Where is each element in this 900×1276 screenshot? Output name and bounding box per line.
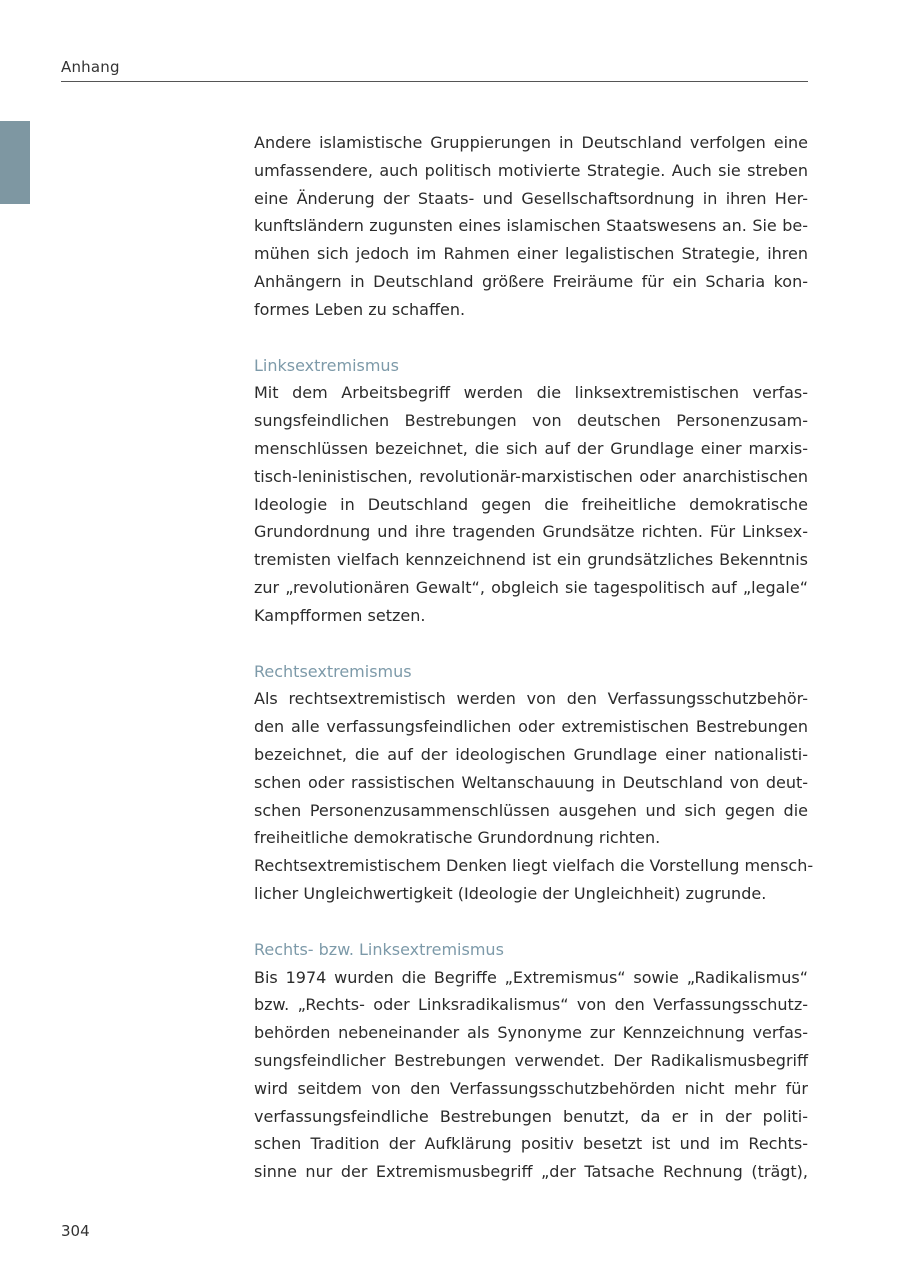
text-line: sinne nur der Extremismusbegriff „der Tatsache Rechnung (trägt), <box>254 1162 808 1182</box>
text-line: Als rechtsextremistisch werden von den Verfassungsschutzbehör- <box>254 689 808 709</box>
text-line: bezeichnet, die auf der ideologischen Grundlage einer nationalisti- <box>254 744 808 764</box>
text-line: schen Tradition der Aufklärung positiv besetzt ist und im Rechts- <box>254 1134 808 1154</box>
text-line: Anhängern in Deutschland größere Freiräume für ein Scharia kon- <box>254 271 808 291</box>
text-line: Mit dem Arbeitsbegriff werden die linksextremistischen verfas- <box>254 383 808 403</box>
text-line: Kampfformen setzen. <box>254 605 426 625</box>
paragraph-islamist-groups <box>254 129 808 324</box>
header-rule <box>61 81 808 82</box>
paragraph-rechtsextremismus-2 <box>254 852 814 908</box>
text-line: behörden nebeneinander als Synonyme zur Kennzeichnung verfas- <box>254 1023 808 1043</box>
text-line: licher Ungleichwertigkeit (Ideologie der Ungleichheit) zugrunde. <box>254 883 767 903</box>
text-line: verfassungsfeindliche Bestrebungen benutzt, da er in der politi- <box>254 1106 808 1126</box>
paragraph-linksextremismus <box>254 379 808 629</box>
text-line: schen Personenzusammenschlüssen ausgehen und sich gegen die <box>254 800 808 820</box>
text-line: bzw. „Rechts- oder Linksradikalismus“ von den Verfassungsschutz- <box>254 995 808 1015</box>
text-line: Rechtsextremistischem Denken liegt vielfach die Vorstellung mensch- <box>254 856 814 876</box>
heading-rechts-links-extremismus: Rechts- bzw. Linksextremismus <box>254 939 504 959</box>
page-number: 304 <box>61 1222 90 1240</box>
text-line: sungsfeindlicher Bestrebungen verwendet. Der Radikalismusbegriff <box>254 1050 808 1070</box>
chapter-tab-marker <box>0 121 30 204</box>
heading-rechtsextremismus: Rechtsextremismus <box>254 661 412 681</box>
text-line: Grundordnung und ihre tragenden Grundsätze richten. Für Linksex- <box>254 522 808 542</box>
text-line: zur „revolutionären Gewalt“, obgleich sie tagespolitisch auf „legale“ <box>254 577 808 597</box>
heading-linksextremismus: Linksextremismus <box>254 355 399 375</box>
paragraph-rechts-links-extremismus <box>254 964 808 1186</box>
text-line: sungsfeindlichen Bestrebungen von deutschen Personenzusam- <box>254 411 808 431</box>
running-head: Anhang <box>61 58 120 76</box>
text-line: formes Leben zu schaffen. <box>254 299 466 319</box>
text-line: Bis 1974 wurden die Begriffe „Extremismus“ sowie „Radikalismus“ <box>254 967 808 987</box>
body-column <box>254 129 814 1186</box>
text-line: Ideologie in Deutschland gegen die freiheitliche demokratische <box>254 494 808 514</box>
paragraph-rechtsextremismus <box>254 685 808 852</box>
text-line: umfassendere, auch politisch motivierte Strategie. Auch sie streben <box>254 160 808 180</box>
text-line: tremisten vielfach kennzeichnend ist ein grundsätzliches Bekenntnis <box>254 550 808 570</box>
text-line: tisch-leninistischen, revolutionär-marxistischen oder anarchistischen <box>254 466 808 486</box>
text-line: menschlüssen bezeichnet, die sich auf der Grundlage einer marxis- <box>254 438 808 458</box>
text-line: mühen sich jedoch im Rahmen einer legalistischen Strategie, ihren <box>254 244 808 264</box>
text-line: wird seitdem von den Verfassungsschutzbehörden nicht mehr für <box>254 1078 808 1098</box>
text-line: kunftsländern zugunsten eines islamischen Staatswesens an. Sie be- <box>254 216 808 236</box>
text-line: eine Änderung der Staats- und Gesellschaftsordnung in ihren Her- <box>254 188 808 208</box>
text-line: den alle verfassungsfeindlichen oder extremistischen Bestrebungen <box>254 717 808 737</box>
text-line: freiheitliche demokratische Grundordnung richten. <box>254 828 661 848</box>
text-line: Andere islamistische Gruppierungen in Deutschland verfolgen eine <box>254 133 808 152</box>
text-line: schen oder rassistischen Weltanschauung in Deutschland von deut- <box>254 772 808 792</box>
